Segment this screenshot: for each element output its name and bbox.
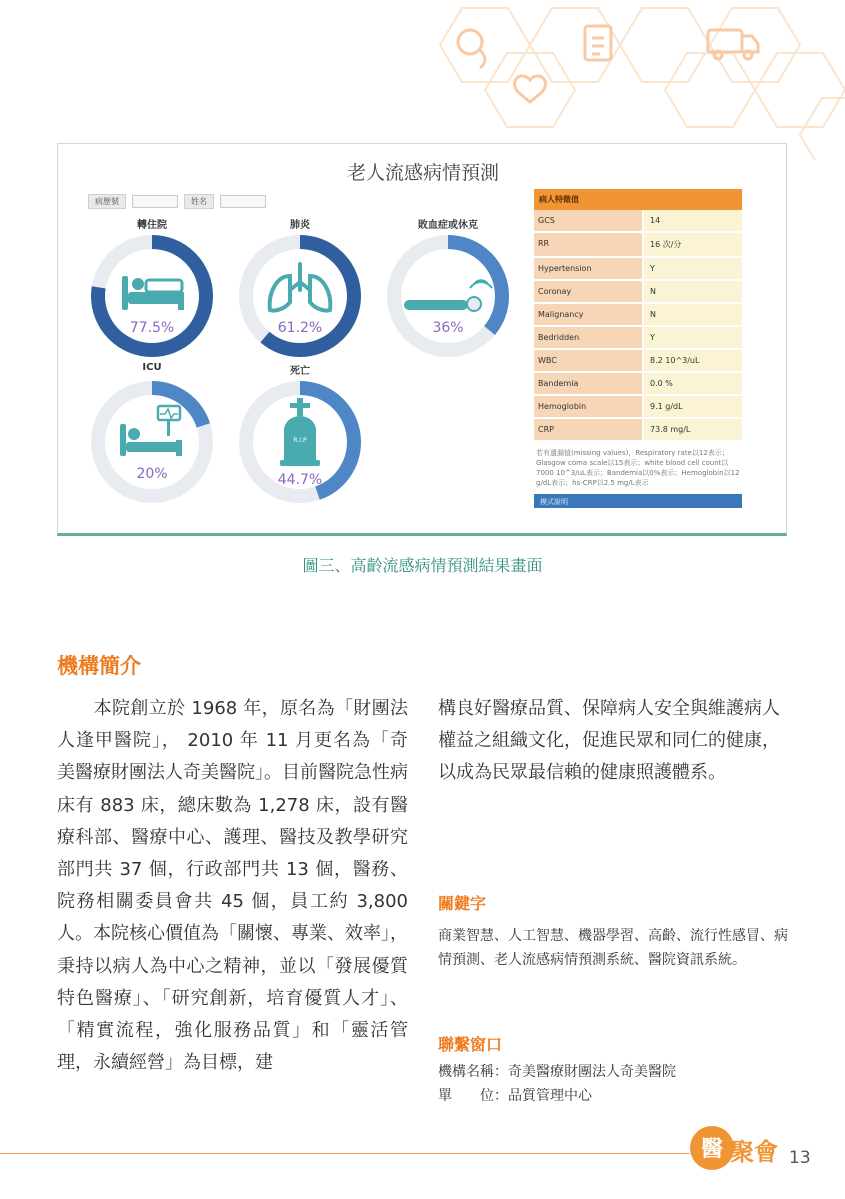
intro-paragraph-left: 本院創立於 1968 年，原名為「財團法人逢甲醫院」， 2010 年 11 月更名為「奇美醫療財團法人奇美醫院」。目前醫院急性病床有 883 床，總床數為 1,278 床，設有醫療科部、醫療中心、護理、醫技及教學研究部門共 37 個，行政部門共 13 個，醫務、院務相關委員會共 45 個，員工約 3,800 人。本院核心價值為「關懷、專業、效率」，秉持以病人為中心之精神，並以「發展優質特色醫療」、「研究創新，培育優質人才」、「精實流程，強化服務品質」和「靈活管理，永續經營」為目標，建 — [57, 698, 408, 1074]
page-number: 13 — [789, 1148, 811, 1168]
contact-org: 機構名稱：奇美醫療財團法人奇美醫院 — [438, 1064, 676, 1080]
feature-name: GCS — [534, 210, 642, 231]
figure-caption: 圖三、高齡流感病情預測結果畫面 — [302, 556, 543, 575]
keywords-text: 商業智慧、人工智慧、機器學習、高齡、流行性感冒、病情預測、老人流感病情預測系統、醫院資訊系統。 — [438, 928, 788, 968]
feature-row — [534, 327, 742, 350]
gauge-value: 36% — [432, 320, 464, 336]
tombstone-text: R.I.P — [293, 437, 307, 444]
feature-row — [534, 304, 742, 327]
feature-row — [534, 210, 742, 233]
patient-features-panel — [534, 189, 742, 508]
feature-row — [534, 396, 742, 419]
feature-value: 0.0 % — [644, 373, 742, 394]
feature-name: Hypertension — [534, 258, 642, 279]
feature-value: N — [644, 304, 742, 325]
hexagon-decoration — [0, 0, 845, 160]
intro-paragraph-right: 構良好醫療品質、保障病人安全與維護病人權益之組織文化，促進民眾和同仁的健康，以成為民眾最信賴的健康照護體系。 — [438, 698, 780, 784]
feature-row — [534, 419, 742, 442]
gauge-value: 44.7% — [277, 472, 323, 488]
patient-id-row — [88, 194, 266, 209]
gauge-ring — [236, 232, 364, 360]
gauge-ring — [88, 378, 216, 506]
heart-hands-icon — [515, 76, 546, 102]
feature-name: RR — [534, 233, 642, 256]
feature-name: CRP — [534, 419, 642, 440]
gauge-title: 轉住院 — [137, 220, 167, 231]
section-title: 機構簡介 — [57, 654, 141, 678]
clipboard-icon — [585, 26, 611, 60]
feature-row — [534, 350, 742, 373]
feature-row — [534, 233, 742, 258]
patient-id-input[interactable] — [132, 195, 178, 208]
stethoscope-icon — [458, 30, 485, 68]
hospital-bed-icon — [122, 276, 184, 310]
tombstone-icon — [280, 398, 320, 466]
feature-value: N — [644, 281, 742, 302]
icu-bed-monitor-icon — [120, 406, 182, 456]
gauge-sepsis — [384, 216, 512, 360]
feature-name: Malignancy — [534, 304, 642, 325]
logo-text: 醫 — [700, 1136, 724, 1162]
feature-name: Bedridden — [534, 327, 642, 348]
gauge-ring — [88, 232, 216, 360]
name-label: 姓名 — [184, 194, 214, 209]
feature-name: WBC — [534, 350, 642, 371]
feature-name: Bandemia — [534, 373, 642, 394]
feature-row — [534, 258, 742, 281]
gauge-ring — [236, 378, 364, 506]
name-input[interactable] — [220, 195, 266, 208]
gauge-title: 敗血症或休克 — [418, 220, 478, 231]
missing-values-note: 若有遺漏值(missing values)，Respiratory rate以12表示；Glasgow coma scale以15表示；white blood cell count以7000 10^3/uL表示；Bandemia以0%表示；Hemoglobin以12 g/dL表示；hs-CRP以2.5 mg/L表示 — [536, 449, 740, 487]
gauge-pneumonia — [236, 216, 364, 360]
footer-line — [0, 1153, 690, 1154]
gauge-death — [236, 362, 364, 506]
keywords-title: 關鍵字 — [438, 894, 487, 913]
gauge-icu — [88, 362, 216, 506]
figure-title: 老人流感病情預測 — [346, 162, 499, 184]
feature-value: Y — [644, 258, 742, 279]
feature-row — [534, 373, 742, 396]
gauge-title: ICU — [142, 362, 162, 373]
feature-name: Hemoglobin — [534, 396, 642, 417]
gauge-value: 61.2% — [277, 320, 323, 336]
feature-row — [534, 281, 742, 304]
gauge-hospitalization — [88, 216, 216, 360]
prediction-screen-figure — [57, 143, 787, 536]
gauge-ring — [384, 232, 512, 360]
feature-value: Y — [644, 327, 742, 348]
feature-value: 16 次/分 — [644, 233, 742, 256]
contact-unit: 單 位：品質管理中心 — [438, 1088, 592, 1104]
feature-name: Coronay — [534, 281, 642, 302]
patient-id-label: 病歷號 — [88, 194, 126, 209]
gauge-title: 死亡 — [290, 366, 310, 377]
gauge-value: 20% — [136, 466, 168, 482]
lungs-icon — [270, 264, 331, 311]
contact-title: 聯繫窗口 — [438, 1035, 503, 1054]
feature-value: 9.1 g/dL — [644, 396, 742, 417]
patient-lying-icon — [404, 280, 492, 311]
magazine-logo — [688, 1120, 786, 1176]
model-description-bar[interactable]: 模式說明 — [534, 494, 742, 508]
feature-value: 14 — [644, 210, 742, 231]
feature-value: 73.8 mg/L — [644, 419, 742, 440]
feature-value: 8.2 10^3/uL — [644, 350, 742, 371]
gauge-title: 肺炎 — [290, 220, 310, 231]
svg-text:聚會: 聚會 — [730, 1137, 778, 1166]
panel-header: 病人特徵值 — [534, 189, 742, 210]
gauge-value: 77.5% — [129, 320, 175, 336]
